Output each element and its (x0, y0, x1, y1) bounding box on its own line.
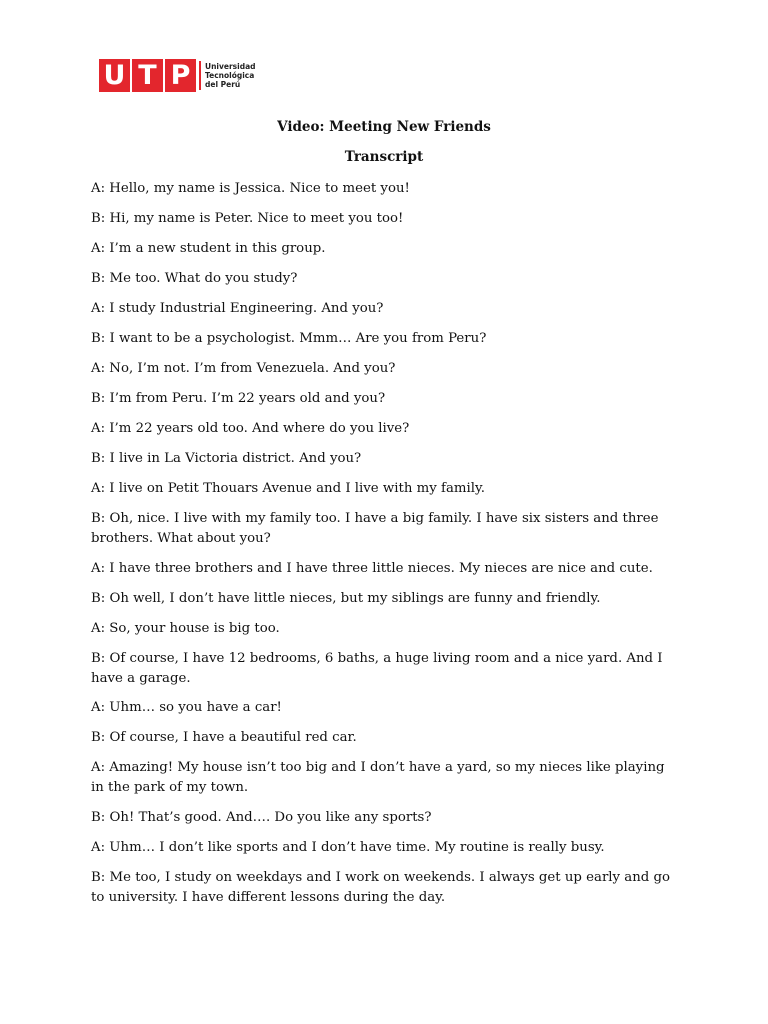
logo-name-line-2: Tecnológica (205, 71, 255, 80)
transcript-line: B: I want to be a psychologist. Mmm… Are you from Peru? (91, 331, 487, 346)
transcript-line: A: I’m 22 years old too. And where do you live? (91, 421, 410, 436)
document-title: Video: Meeting New Friends (277, 119, 491, 135)
transcript-line: B: Me too. What do you study? (91, 271, 298, 286)
logo-letter-p: P (165, 59, 196, 92)
transcript-line: B: Oh! That’s good. And…. Do you like any sports? (91, 810, 432, 825)
transcript-line: B: Of course, I have a beautiful red car. (91, 730, 357, 745)
transcript-line: B: I live in La Victoria district. And you? (91, 451, 362, 466)
transcript-line: B: Hi, my name is Peter. Nice to meet you too! (91, 211, 404, 226)
document-subtitle: Transcript (344, 149, 424, 165)
transcript-line: B: Oh well, I don’t have little nieces, but my siblings are funny and friendly. (91, 591, 601, 606)
transcript-line: A: I have three brothers and I have three little nieces. My nieces are nice and cute. (91, 561, 653, 576)
transcript-line: A: I live on Petit Thouars Avenue and I live with my family. (91, 481, 485, 496)
transcript-line: A: I’m a new student in this group. (91, 241, 326, 256)
transcript-line: A: Amazing! My house isn’t too big and I don’t have a yard, so my nieces like playing in the park of my town. (91, 760, 665, 795)
transcript-line: B: Oh, nice. I live with my family too. I have a big family. I have six sisters and three brothers. What about you? (91, 511, 659, 546)
logo-divider (199, 61, 201, 90)
transcript-line: A: I study Industrial Engineering. And you? (91, 301, 384, 316)
logo-name-line-1: Universidad (205, 62, 256, 71)
logo-name-line-3: del Perú (205, 80, 241, 89)
transcript-line: B: I’m from Peru. I’m 22 years old and you? (91, 391, 386, 406)
transcript-line: B: Me too, I study on weekdays and I work on weekends. I always get up early and go to university. I have different lessons during the day. (91, 870, 671, 905)
transcript-line: B: Of course, I have 12 bedrooms, 6 baths, a huge living room and a nice yard. And I have a garage. (91, 651, 663, 686)
logo-letter-t: T (132, 59, 163, 92)
transcript-line: A: No, I’m not. I’m from Venezuela. And you? (91, 361, 396, 376)
transcript-line: A: So, your house is big too. (91, 621, 280, 636)
logo-letters (99, 59, 196, 92)
transcript-line: A: Uhm… so you have a car! (91, 700, 282, 715)
logo-university-name (205, 62, 256, 89)
logo-letter-u: U (99, 59, 130, 92)
utp-logo (99, 59, 256, 92)
transcript-line: A: Uhm… I don’t like sports and I don’t have time. My routine is really busy. (91, 840, 605, 855)
transcript-line: A: Hello, my name is Jessica. Nice to meet you! (91, 181, 410, 196)
